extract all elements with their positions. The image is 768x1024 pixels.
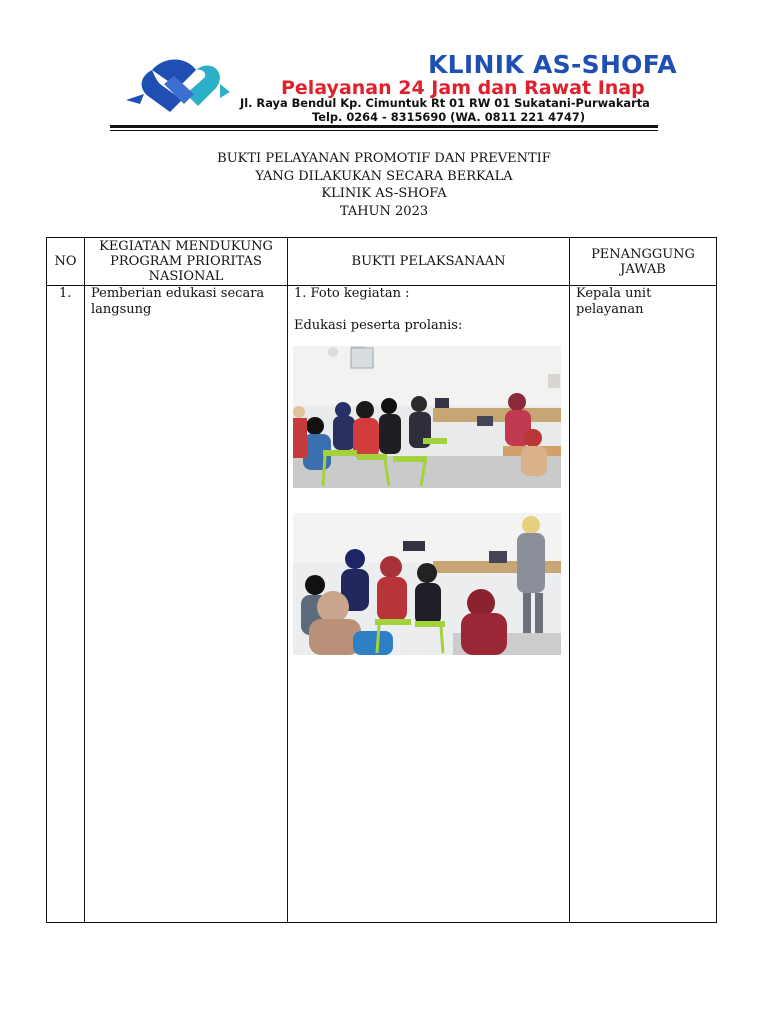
activity-photo-1 <box>293 346 561 488</box>
header-activity-line: NASIONAL <box>148 269 224 284</box>
header-activity <box>85 238 288 286</box>
row-responsible-line: Kepala unit <box>576 286 652 301</box>
letterhead <box>110 46 677 130</box>
title-line-1: BUKTI PELAYANAN PROMOTIF DAN PREVENTIF <box>217 151 551 166</box>
table-row <box>47 286 717 923</box>
header-responsible-line: JAWAB <box>620 261 666 277</box>
header-responsible-line: PENANGGUNG <box>591 246 695 262</box>
document-title <box>0 150 768 220</box>
clinic-address: Jl. Raya Bendul Kp. Cimuntuk Rt 01 RW 01 Sukatani-Purwakarta <box>240 96 650 110</box>
clinic-logo-icon <box>124 54 232 116</box>
activity-photo-2 <box>293 513 561 655</box>
header-activity-line: PROGRAM PRIORITAS <box>110 254 262 269</box>
clinic-tagline: Pelayanan 24 Jam dan Rawat Inap <box>281 77 645 99</box>
letterhead-divider-thin <box>110 130 658 131</box>
row-number: 1. <box>47 286 85 923</box>
table-header-row <box>47 238 717 286</box>
title-line-4: TAHUN 2023 <box>339 203 429 219</box>
row-activity-line: langsung <box>91 302 152 317</box>
clinic-name: KLINIK AS-SHOFA <box>428 50 677 79</box>
header-responsible <box>570 238 717 286</box>
clinic-phone: Telp. 0264 - 8315690 (WA. 0811 221 4747) <box>312 110 586 124</box>
row-responsible <box>570 286 717 923</box>
row-activity <box>85 286 288 923</box>
header-evidence: BUKTI PELAKSANAAN <box>288 238 570 286</box>
evidence-caption: Edukasi peserta prolanis: <box>294 318 463 333</box>
evidence-table <box>46 237 717 923</box>
header-activity-line: KEGIATAN MENDUKUNG <box>99 239 273 254</box>
row-responsible-line: pelayanan <box>576 302 644 317</box>
row-activity-line: Pemberian edukasi secara <box>91 286 265 301</box>
letterhead-divider <box>110 125 658 128</box>
title-line-3: KLINIK AS-SHOFA <box>321 186 447 201</box>
header-no: NO <box>47 238 85 286</box>
evidence-item: 1. Foto kegiatan : <box>294 286 410 301</box>
title-line-2: YANG DILAKUKAN SECARA BERKALA <box>255 168 513 184</box>
row-evidence <box>288 286 570 923</box>
